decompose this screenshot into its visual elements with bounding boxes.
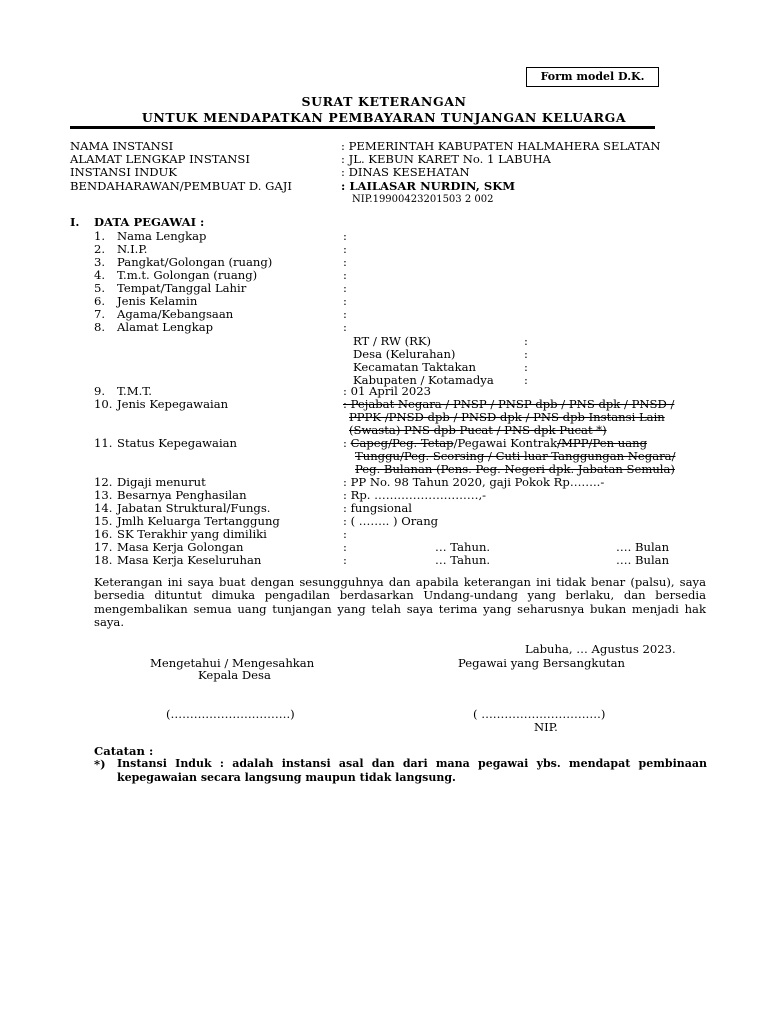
item-value: : (343, 255, 347, 269)
item-value: : (343, 268, 347, 282)
masa-keseluruhan-bulan: …. Bulan (616, 553, 670, 567)
address-sub-label: Desa (Kelurahan) (353, 347, 456, 361)
status-option-kontrak: /Pegawai Kontrak (453, 436, 558, 450)
address-sub-colon: : (524, 360, 528, 374)
item-value: : (343, 527, 347, 541)
item-value: : (343, 320, 347, 334)
field-value-alamat-instansi: : JL. KEBUN KARET No. 1 LABUHA (341, 152, 551, 166)
document-subtitle: UNTUK MENDAPATKAN PEMBAYARAN TUNJANGAN KELUARGA (141, 110, 627, 125)
status-kepegawaian-line3: Peg. Bulanan (Pens. Peg. Negeri dpk. Jabatan Semula) (355, 462, 675, 476)
catatan-marker: *) (94, 757, 106, 771)
place-date: Labuha, … Agustus 2023. (525, 642, 676, 656)
field-label-bendaharawan: BENDAHARAWAN/PEMBUAT D. GAJI (70, 179, 293, 193)
field-value-bendaharawan: : LAILASAR NURDIN, SKM (341, 179, 516, 193)
item-number: 13. (94, 488, 113, 502)
item-label: T.M.T. (117, 384, 152, 398)
sign-right-name-blank: ( ………………………….) (473, 707, 606, 721)
item-number: 14. (94, 501, 113, 515)
item-label: Jenis Kelamin (117, 294, 198, 308)
item-number: 15. (94, 514, 113, 528)
catatan-title: Catatan : (94, 744, 154, 758)
address-sub-colon: : (524, 373, 528, 387)
field-label-alamat-instansi: ALAMAT LENGKAP INSTANSI (70, 152, 250, 166)
item-value: : (343, 294, 347, 308)
status-kepegawaian-line1 (343, 436, 647, 450)
address-sub-colon: : (524, 347, 528, 361)
item-value: : Rp. ………………………,- (343, 488, 487, 502)
item-number: 16. (94, 527, 113, 541)
form-model-label: Form model D.K. (526, 67, 659, 87)
status-option-mpp: /MPP/Pen uang (557, 436, 648, 450)
sign-right-nip: NIP. (534, 720, 558, 734)
item-value: : ( …….. ) Orang (343, 514, 439, 528)
item-label: Pangkat/Golongan (ruang) (117, 255, 273, 269)
item-number: 8. (94, 320, 106, 334)
item-number: 6. (94, 294, 106, 308)
item-label: Jenis Kepegawaian (117, 397, 229, 411)
section-number: I. (70, 215, 80, 229)
field-label-nama-instansi: NAMA INSTANSI (70, 139, 174, 153)
item-label: Masa Kerja Golongan (117, 540, 244, 554)
item-value: : PP No. 98 Tahun 2020, gaji Pokok Rp……..- (343, 475, 605, 489)
masa-golongan-tahun: … Tahun. (435, 540, 491, 554)
address-sub-label: RT / RW (RK) (353, 334, 432, 348)
item-label: Agama/Kebangsaan (117, 307, 234, 321)
item-number: 5. (94, 281, 106, 295)
item-label: Besarnya Penghasilan (117, 488, 247, 502)
item-number: 12. (94, 475, 113, 489)
item-label: Tempat/Tanggal Lahir (117, 281, 247, 295)
status-colon: : (343, 436, 351, 450)
address-sub-label: Kabupaten / Kotamadya (353, 373, 494, 387)
jenis-kepegawaian-line1: : Pejabat Negara / PNSP / PNSP dpb / PNS dpk / PNSD / (343, 397, 675, 411)
item-label: Alamat Lengkap (117, 320, 214, 334)
item-number: 9. (94, 384, 106, 398)
section-title: DATA PEGAWAI : (94, 215, 205, 229)
sign-right-title: Pegawai yang Bersangkutan (458, 656, 625, 670)
status-option-capeg: Capeg/Peg. Tetap (350, 436, 454, 450)
jenis-kepegawaian-line2: PPPK /PNSD dpb / PNSD dpk / PNS dpb Instansi Lain (349, 410, 665, 424)
jenis-kepegawaian-line3: (Swasta) PNS dpb Pucat / PNS dpk Pucat *) (349, 423, 607, 437)
item-label: Masa Kerja Keseluruhan (117, 553, 262, 567)
item-number: 1. (94, 229, 106, 243)
masa-keseluruhan-tahun: … Tahun. (435, 553, 491, 567)
item-label: Status Kepegawaian (117, 436, 238, 450)
item-label: Jabatan Struktural/Fungs. (117, 501, 271, 515)
address-sub-label: Kecamatan Taktakan (353, 360, 476, 374)
sign-left-name-blank: (………………………….) (166, 707, 295, 721)
item-value: : (343, 553, 347, 567)
item-number: 11. (94, 436, 113, 450)
field-value-instansi-induk: : DINAS KESEHATAN (341, 165, 470, 179)
masa-golongan-bulan: …. Bulan (616, 540, 670, 554)
item-label: Nama Lengkap (117, 229, 207, 243)
item-value: : fungsional (343, 501, 412, 515)
item-value: : (343, 281, 347, 295)
item-number: 17. (94, 540, 113, 554)
item-label: Digaji menurut (117, 475, 206, 489)
sign-left-title: Mengetahui / Mengesahkan (150, 656, 315, 670)
item-number: 4. (94, 268, 106, 282)
item-number: 18. (94, 553, 113, 567)
item-label: N.I.P. (117, 242, 148, 256)
field-label-instansi-induk: INSTANSI INDUK (70, 165, 177, 179)
item-number: 7. (94, 307, 106, 321)
item-label: SK Terakhir yang dimiliki (117, 527, 267, 541)
item-value: : (343, 307, 347, 321)
catatan-text: Instansi Induk : adalah instansi asal dan dari mana pegawai ybs. mendapat pembinaan kepegawaian secara langsung maupun tidak langsung. (117, 757, 707, 784)
item-value: : (343, 242, 347, 256)
field-value-nama-instansi: : PEMERINTAH KABUPATEN HALMAHERA SELATAN (341, 139, 661, 153)
item-number: 2. (94, 242, 106, 256)
item-value: : (343, 540, 347, 554)
item-value: : 01 April 2023 (343, 384, 431, 398)
item-value: : (343, 229, 347, 243)
address-sub-colon: : (524, 334, 528, 348)
sign-left-role: Kepala Desa (198, 668, 271, 682)
item-number: 10. (94, 397, 113, 411)
statement-paragraph: Keterangan ini saya buat dengan sesungguhnya dan apabila keterangan ini tidak benar (palsu), saya bersedia dituntut dimuka pengadilan berdasarkan Undang-undang yang berlaku, dan bersedia mengembalikan semua uang tunjangan yang telah saya terima yang seharusnya bukan menjadi hak saya. (94, 575, 706, 630)
status-kepegawaian-line2: Tunggu/Peg. Scorsing / Cuti luar Tanggungan Negara/ (355, 449, 676, 463)
document-title: SURAT KETERANGAN (301, 94, 467, 109)
title-underline (70, 126, 655, 129)
bendahara-nip: NIP.19900423201503 2 002 (352, 194, 494, 205)
item-label: T.m.t. Golongan (ruang) (117, 268, 258, 282)
item-number: 3. (94, 255, 106, 269)
item-label: Jmlh Keluarga Tertanggung (117, 514, 280, 528)
